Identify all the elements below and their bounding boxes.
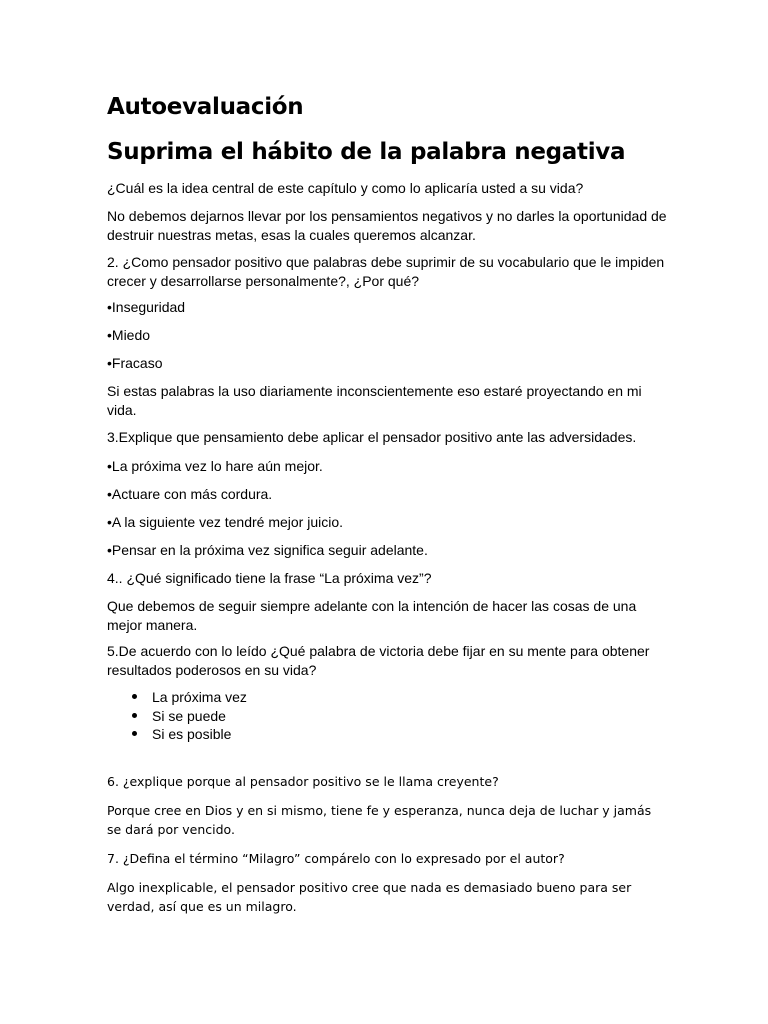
answer-4: Que debemos de seguir siempre adelante con la intención de hacer las cosas de una mejor manera.: [107, 598, 637, 633]
bullet-icon: [132, 713, 137, 718]
question-3: 3.Explique que pensamiento debe aplicar el pensador positivo ante las adversidades.: [107, 429, 637, 445]
answer-3-item: •La próxima vez lo hare aún mejor.: [107, 458, 323, 474]
document-subtitle: Suprima el hábito de la palabra negativa: [107, 139, 626, 165]
question-4: 4.. ¿Qué significado tiene la frase “La próxima vez”?: [107, 570, 432, 586]
question-6: 6. ¿explique porque al pensador positivo se le llama creyente?: [107, 774, 499, 789]
answer-3-item: •Actuare con más cordura.: [107, 486, 273, 502]
answer-2-item: •Fracaso: [107, 355, 163, 371]
answer-5-list: [107, 688, 247, 744]
answer-3-item: •A la siguiente vez tendré mejor juicio.: [107, 514, 344, 530]
document-title: Autoevaluación: [107, 94, 304, 120]
answer-1: No debemos dejarnos llevar por los pensamientos negativos y no darles la oportunidad de destruir nuestras metas, esas la cuales queremos alcanzar.: [107, 208, 667, 243]
answer-2-item: •Inseguridad: [107, 299, 186, 315]
list-item-label: La próxima vez: [152, 689, 247, 705]
answer-7: Algo inexplicable, el pensador positivo cree que nada es demasiado bueno para ser verdad, así que es un milagro.: [107, 880, 632, 914]
list-item-label: Si es posible: [152, 726, 232, 742]
question-7: 7. ¿Defina el término “Milagro” compárelo con lo expresado por el autor?: [107, 851, 565, 866]
list-item: [107, 707, 247, 726]
answer-2-item: •Miedo: [107, 327, 151, 343]
list-item-label: Si se puede: [152, 707, 226, 724]
bullet-icon: [132, 694, 137, 699]
question-5: 5.De acuerdo con lo leído ¿Qué palabra de victoria debe fijar en su mente para obtener resultados poderosos en su vida?: [107, 643, 650, 678]
list-item: [107, 725, 247, 744]
bullet-icon: [132, 731, 137, 736]
list-item: [107, 688, 247, 707]
question-1: ¿Cuál es la idea central de este capítulo y como lo aplicaría usted a su vida?: [107, 180, 584, 196]
answer-6: Porque cree en Dios y en si mismo, tiene fe y esperanza, nunca deja de luchar y jamás se dará por vencido.: [107, 803, 652, 837]
question-2: 2. ¿Como pensador positivo que palabras debe suprimir de su vocabulario que le impiden crecer y desarrollarse personalmente?, ¿Por qué?: [107, 254, 665, 289]
answer-3-item: •Pensar en la próxima vez significa seguir adelante.: [107, 542, 428, 558]
answer-2-text: Si estas palabras la uso diariamente inconscientemente eso estaré proyectando en mi vida.: [107, 383, 642, 418]
